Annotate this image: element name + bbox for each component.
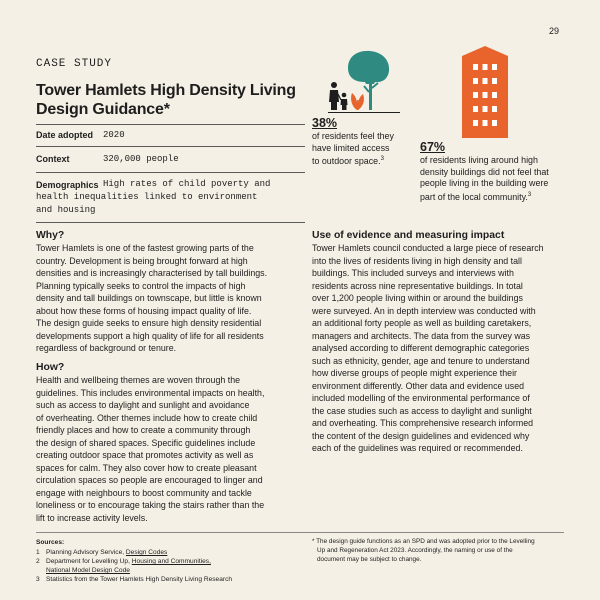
tree-branch-shape: [364, 86, 369, 92]
date-adopted-value: 2020: [103, 130, 125, 140]
demographics-line: and housing: [36, 205, 96, 215]
why-heading: Why?: [36, 230, 65, 241]
how-heading: How?: [36, 362, 65, 373]
tree-crown-shape: [348, 51, 389, 84]
outdoor-stat-percent: 38%: [312, 116, 338, 130]
plant-stem-shape: [357, 100, 358, 110]
stat-line: to outdoor space.: [312, 155, 381, 166]
tall-building-icon: [462, 46, 508, 138]
source-item: 2 Department for Levelling Up, Housing and Communities,: [36, 558, 211, 565]
ground-line: [328, 112, 400, 113]
footnote-ref: 3: [527, 191, 532, 198]
source-link[interactable]: National Model Design Code: [46, 567, 130, 574]
demographics-line: High rates of child poverty and: [103, 179, 271, 189]
outdoor-stat-text: [312, 131, 422, 167]
sources-list: [36, 548, 306, 584]
page-number: 29: [549, 26, 560, 36]
source-link[interactable]: Housing and Communities,: [131, 558, 211, 565]
footnote-ref: 3: [380, 156, 384, 162]
source-item: [36, 566, 306, 575]
sources-heading: Sources:: [36, 539, 65, 546]
demographics-label: Demographics: [36, 180, 99, 190]
source-link[interactable]: Design Codes: [125, 549, 168, 556]
divider: [36, 222, 305, 223]
source-item: 3 Statistics from the Tower Hamlets High Density Living Research: [36, 576, 233, 583]
stat-line: of residents living around high: [420, 155, 538, 165]
how-paragraph: Health and wellbeing themes are woven through the guidelines. This includes environmental impacts on health, such as access to daylight and sunlight and avoidance of overheating. Other themes include how to create child friendly places and how to create a community through the design of shared spaces. Specific guidelines include creating outdoor space that promotes activity as well as spaces for calm. They also cover how to create pleasant circulation spaces so people are encouraged to linger and engage with neighbours to boost community and tackle loneliness or to encourage taking the stairs rather than the lift to increase activity levels.: [36, 375, 265, 523]
divider: [36, 146, 305, 147]
divider: [36, 172, 305, 173]
plant-leaf-shape: [351, 93, 357, 110]
person-child-tree-plant-icon: [328, 48, 390, 112]
child-head-shape: [342, 93, 347, 98]
demographics-line: health inequalities linked to environment: [36, 192, 258, 202]
divider: [36, 124, 305, 125]
community-stat-text: [420, 155, 570, 203]
person-head-shape: [331, 82, 337, 88]
page-title: Tower Hamlets High Density Living Design Guidance*: [36, 82, 296, 118]
adoption-footnote: * The design guide functions as an SPD and was adopted prior to the Levelling Up and Regeneration Act 2023. Accordingly, the naming or use of the document may be subject to change.: [312, 538, 535, 563]
stat-line: density buildings did not feel that: [420, 166, 549, 177]
plant-leaf-shape: [358, 94, 364, 110]
case-study-label: CASE STUDY: [36, 58, 113, 70]
community-stat-percent: 67%: [420, 140, 446, 154]
footer-divider: [36, 532, 564, 533]
stat-line: people living in the building were: [420, 178, 549, 188]
stat-line: of residents feel they: [312, 131, 394, 141]
child-body-shape: [341, 99, 348, 110]
date-adopted-label: Date adopted: [36, 130, 94, 140]
context-label: Context: [36, 154, 70, 164]
source-item: 1 Planning Advisory Service, Design Codes: [36, 549, 168, 556]
evidence-heading: Use of evidence and measuring impact: [312, 230, 505, 241]
stat-line: have limited access: [312, 142, 390, 153]
evidence-paragraph: Tower Hamlets council conducted a large piece of research into the lives of residents living in high density and tall buildings. This included surveys and interviews with residents across nine representative buildings. In total over 1,200 people living within or around the buildings were surveyed. An in depth interview was conducted with an additional forty people as well as building caretakers, managers and architects. The data from the survey was analysed according to different demographic categories such as ethnicity, gender, age and tenure to understand how diverse groups of people might experience their environment differently. Other data and evidence used included modelling of the environmental performance of the case studies such as access to daylight and sunlight and overheating. This comprehensive research informed the content of the design guidelines and evidenced why each of the guidelines was required or recommended.: [312, 243, 544, 453]
stat-line: part of the local community.: [420, 191, 528, 202]
why-paragraph: Tower Hamlets is one of the fastest growing parts of the country. Development is being brought forward at high densities and is increasingly characterised by tall buildings. Planning typically seeks to control the impacts of high density and tall buildings on townscape, but little is known about how these forms of housing impact quality of life. The design guide seeks to ensure high density residential developments support a high quality of life for all residents regardless of background or tenure.: [36, 243, 268, 353]
context-value: 320,000 people: [103, 154, 179, 164]
tree-trunk-shape: [369, 81, 372, 110]
person-body-shape: [329, 90, 339, 110]
